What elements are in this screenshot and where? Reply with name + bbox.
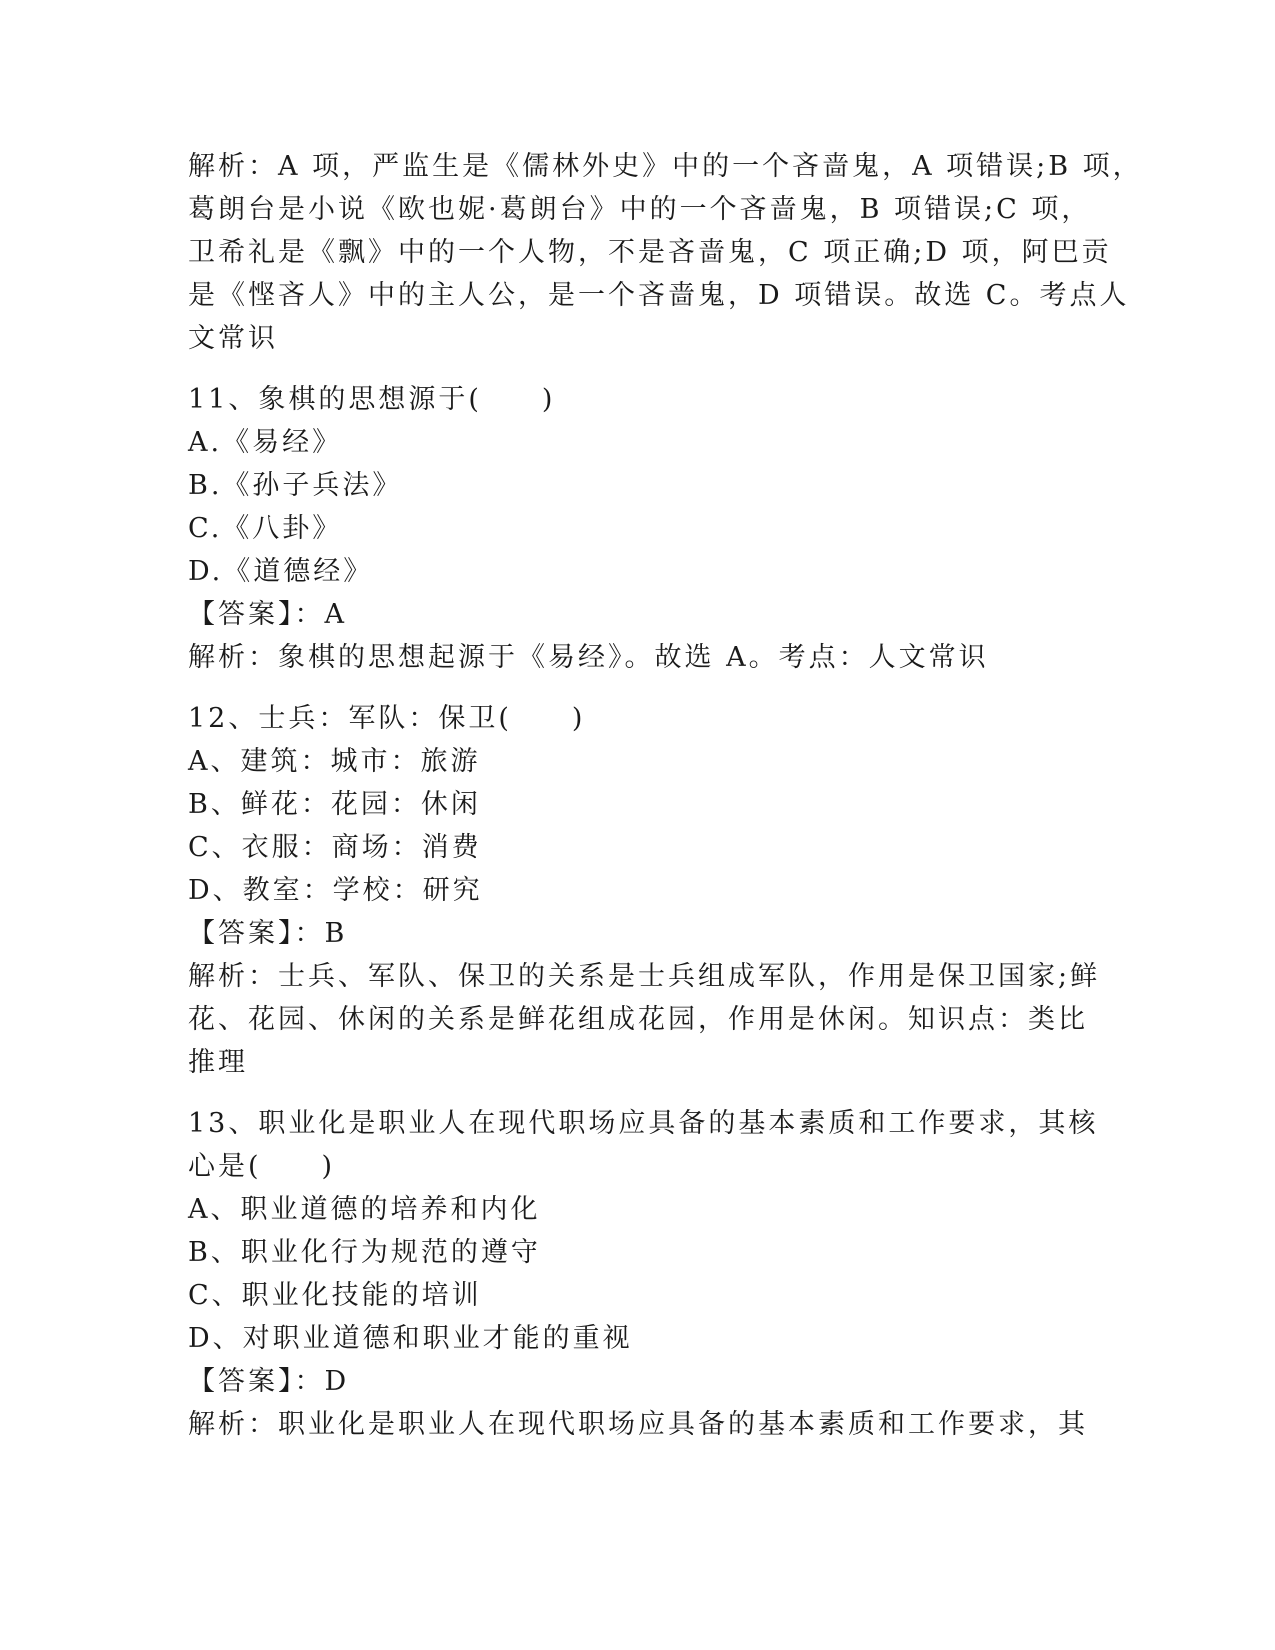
option-a: A、建筑：城市：旅游 [188,746,481,777]
answer: 【答案】：D [188,1366,350,1397]
question-stem: 11、象棋的思想源于( ) [188,384,556,415]
analysis-line: 解析：士兵、军队、保卫的关系是士兵组成军队，作用是保卫国家;鲜 [188,961,1101,992]
analysis-line: 文常识 [188,323,278,354]
analysis-line: 解析：象棋的思想起源于《易经》。故选 A。考点：人文常识 [188,642,989,673]
document-page [188,145,1143,1446]
answer: 【答案】：B [188,918,348,949]
question-13 [188,1102,1099,1446]
q10-analysis [188,145,1143,360]
option-b: B、职业化行为规范的遵守 [188,1237,541,1268]
option-d: D.《道德经》 [188,556,374,587]
analysis-line: 卫希礼是《飘》中的一个人物，不是吝啬鬼，C 项正确;D 项，阿巴贡 [188,237,1112,268]
analysis-line: 解析：A 项，严监生是《儒林外史》中的一个吝啬鬼，A 项错误;B 项， [188,151,1143,182]
option-c: C、衣服：商场：消费 [188,832,482,863]
answer: 【答案】：A [188,599,347,630]
analysis-line: 推理 [188,1047,248,1078]
option-d: D、教室：学校：研究 [188,875,483,906]
question-11 [188,378,1088,679]
analysis-line: 是《悭吝人》中的主人公，是一个吝啬鬼，D 项错误。故选 C。考点人 [188,280,1130,311]
question-stem: 心是( ) [188,1151,336,1182]
analysis-line: 花、花园、休闲的关系是鲜花组成花园，作用是休闲。知识点：类比 [188,1004,1088,1035]
option-c: C.《八卦》 [188,513,343,544]
question-stem: 12、士兵：军队：保卫( ) [188,703,586,734]
option-d: D、对职业道德和职业才能的重视 [188,1323,633,1354]
analysis-line: 解析：职业化是职业人在现代职场应具备的基本素质和工作要求，其 [188,1409,1088,1440]
option-b: B.《孙子兵法》 [188,470,403,501]
option-b: B、鲜花：花园：休闲 [188,789,481,820]
option-a: A、职业道德的培养和内化 [188,1194,541,1225]
option-c: C、职业化技能的培训 [188,1280,482,1311]
analysis-line: 葛朗台是小说《欧也妮·葛朗台》中的一个吝啬鬼，B 项错误;C 项， [188,194,1092,225]
option-a: A.《易经》 [188,427,343,458]
question-stem: 13、职业化是职业人在现代职场应具备的基本素质和工作要求，其核 [188,1108,1099,1139]
question-12 [188,697,1101,1084]
